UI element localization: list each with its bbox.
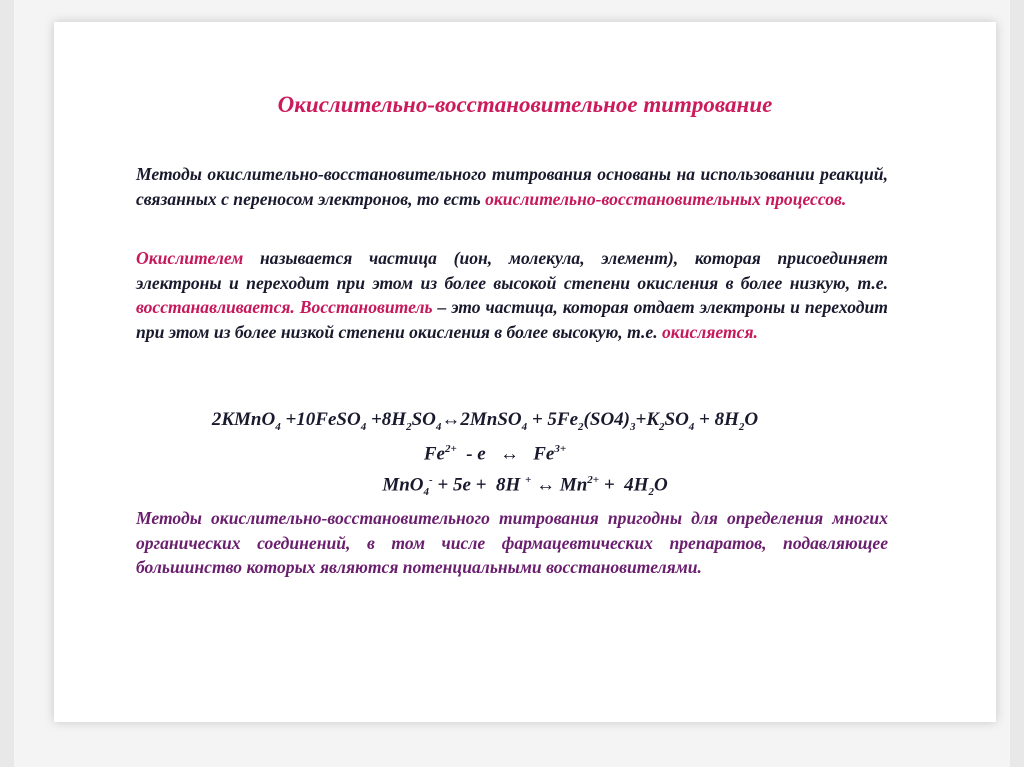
paragraph-conclusion: Методы окислительно-восстановительного титрования пригодны для определения многих органических соединений, в том числе фармацевтических препаратов, подавляющее большинство которых являются потенциальными восстановителями. xyxy=(136,508,888,577)
term-oxidizer: Окислителем xyxy=(136,248,244,268)
formula-subscript: 4 xyxy=(360,420,367,433)
formula-subscript: 2 xyxy=(648,486,654,499)
formula-part: + 8H xyxy=(694,409,739,430)
formula-part: O xyxy=(653,474,668,496)
formula-subscript: 2 xyxy=(406,420,412,433)
slide-frame xyxy=(14,0,1010,767)
paragraph-definitions xyxy=(136,246,888,344)
paragraph-intro-text: Методы окислительно-восстановительного титрования основаны на использовании реакций, связанных с переносом электронов, то есть xyxy=(136,164,888,209)
formula-superscript: + xyxy=(525,474,532,486)
formula-subscript: 4 xyxy=(688,420,695,433)
definition-oxidizer: называется частица (ион, молекула, элемент), которая присоединяет электроны и переходит при этом из более высокой степени окисления в более низкую, т.е. xyxy=(136,248,888,293)
formula-subscript: 2 xyxy=(578,420,584,433)
formula-part: +K xyxy=(635,409,659,430)
term-reduced: восстанавливается. xyxy=(136,297,295,317)
paragraph-intro xyxy=(136,162,888,211)
formula-part: (SO4) xyxy=(583,409,630,430)
formula-subscript: 4 xyxy=(423,486,429,499)
formula-part: MnO xyxy=(382,474,424,496)
formula-part: SO xyxy=(411,409,436,430)
formula-superscript: 2+ xyxy=(587,474,600,486)
formula-part: + 4H xyxy=(599,474,649,496)
slide-title: Окислительно-восстановительное титрование xyxy=(277,92,773,117)
formula-subscript: 4 xyxy=(521,420,528,433)
formula-part: +10FeSO xyxy=(280,409,361,430)
formula-permanganate-half-reaction xyxy=(54,474,996,498)
formula-subscript: 4 xyxy=(435,420,442,433)
paragraph-intro-highlight: окислительно-восстановительных процессов. xyxy=(485,188,847,209)
formula-part: + 5e + 8H xyxy=(432,474,526,496)
formula-superscript: 3+ xyxy=(554,443,567,455)
formula-part: Fe xyxy=(423,443,445,465)
formula-part: SO xyxy=(664,409,689,430)
formula-subscript: 2 xyxy=(659,420,665,433)
formula-part: - e ↔ Fe xyxy=(456,443,555,465)
definition-reducer: – это частица, которая отдает электроны и переходит при этом из более низкой степени окисления в более высокую, т.е. xyxy=(136,297,888,342)
formula-subscript: 3 xyxy=(630,420,636,433)
formula-part: ↔ Mn xyxy=(531,474,588,496)
term-reducer: Восстановитель xyxy=(299,297,433,317)
formula-superscript: 2+ xyxy=(444,443,457,455)
term-oxidized: окисляется. xyxy=(662,321,758,342)
formula-iron-half-reaction xyxy=(24,443,966,465)
formula-subscript: 2 xyxy=(738,420,745,433)
formula-part: O xyxy=(744,409,759,430)
formula-superscript: - xyxy=(429,474,433,486)
formula-part: + 5Fe xyxy=(527,409,579,430)
formula-subscript: 4 xyxy=(275,420,281,433)
formula-part: +8H xyxy=(366,409,407,430)
formula-overall-reaction xyxy=(14,409,956,433)
slide xyxy=(54,22,996,722)
formula-part: ↔2MnSO xyxy=(441,409,522,430)
formula-part: 2KMnO xyxy=(211,409,276,430)
